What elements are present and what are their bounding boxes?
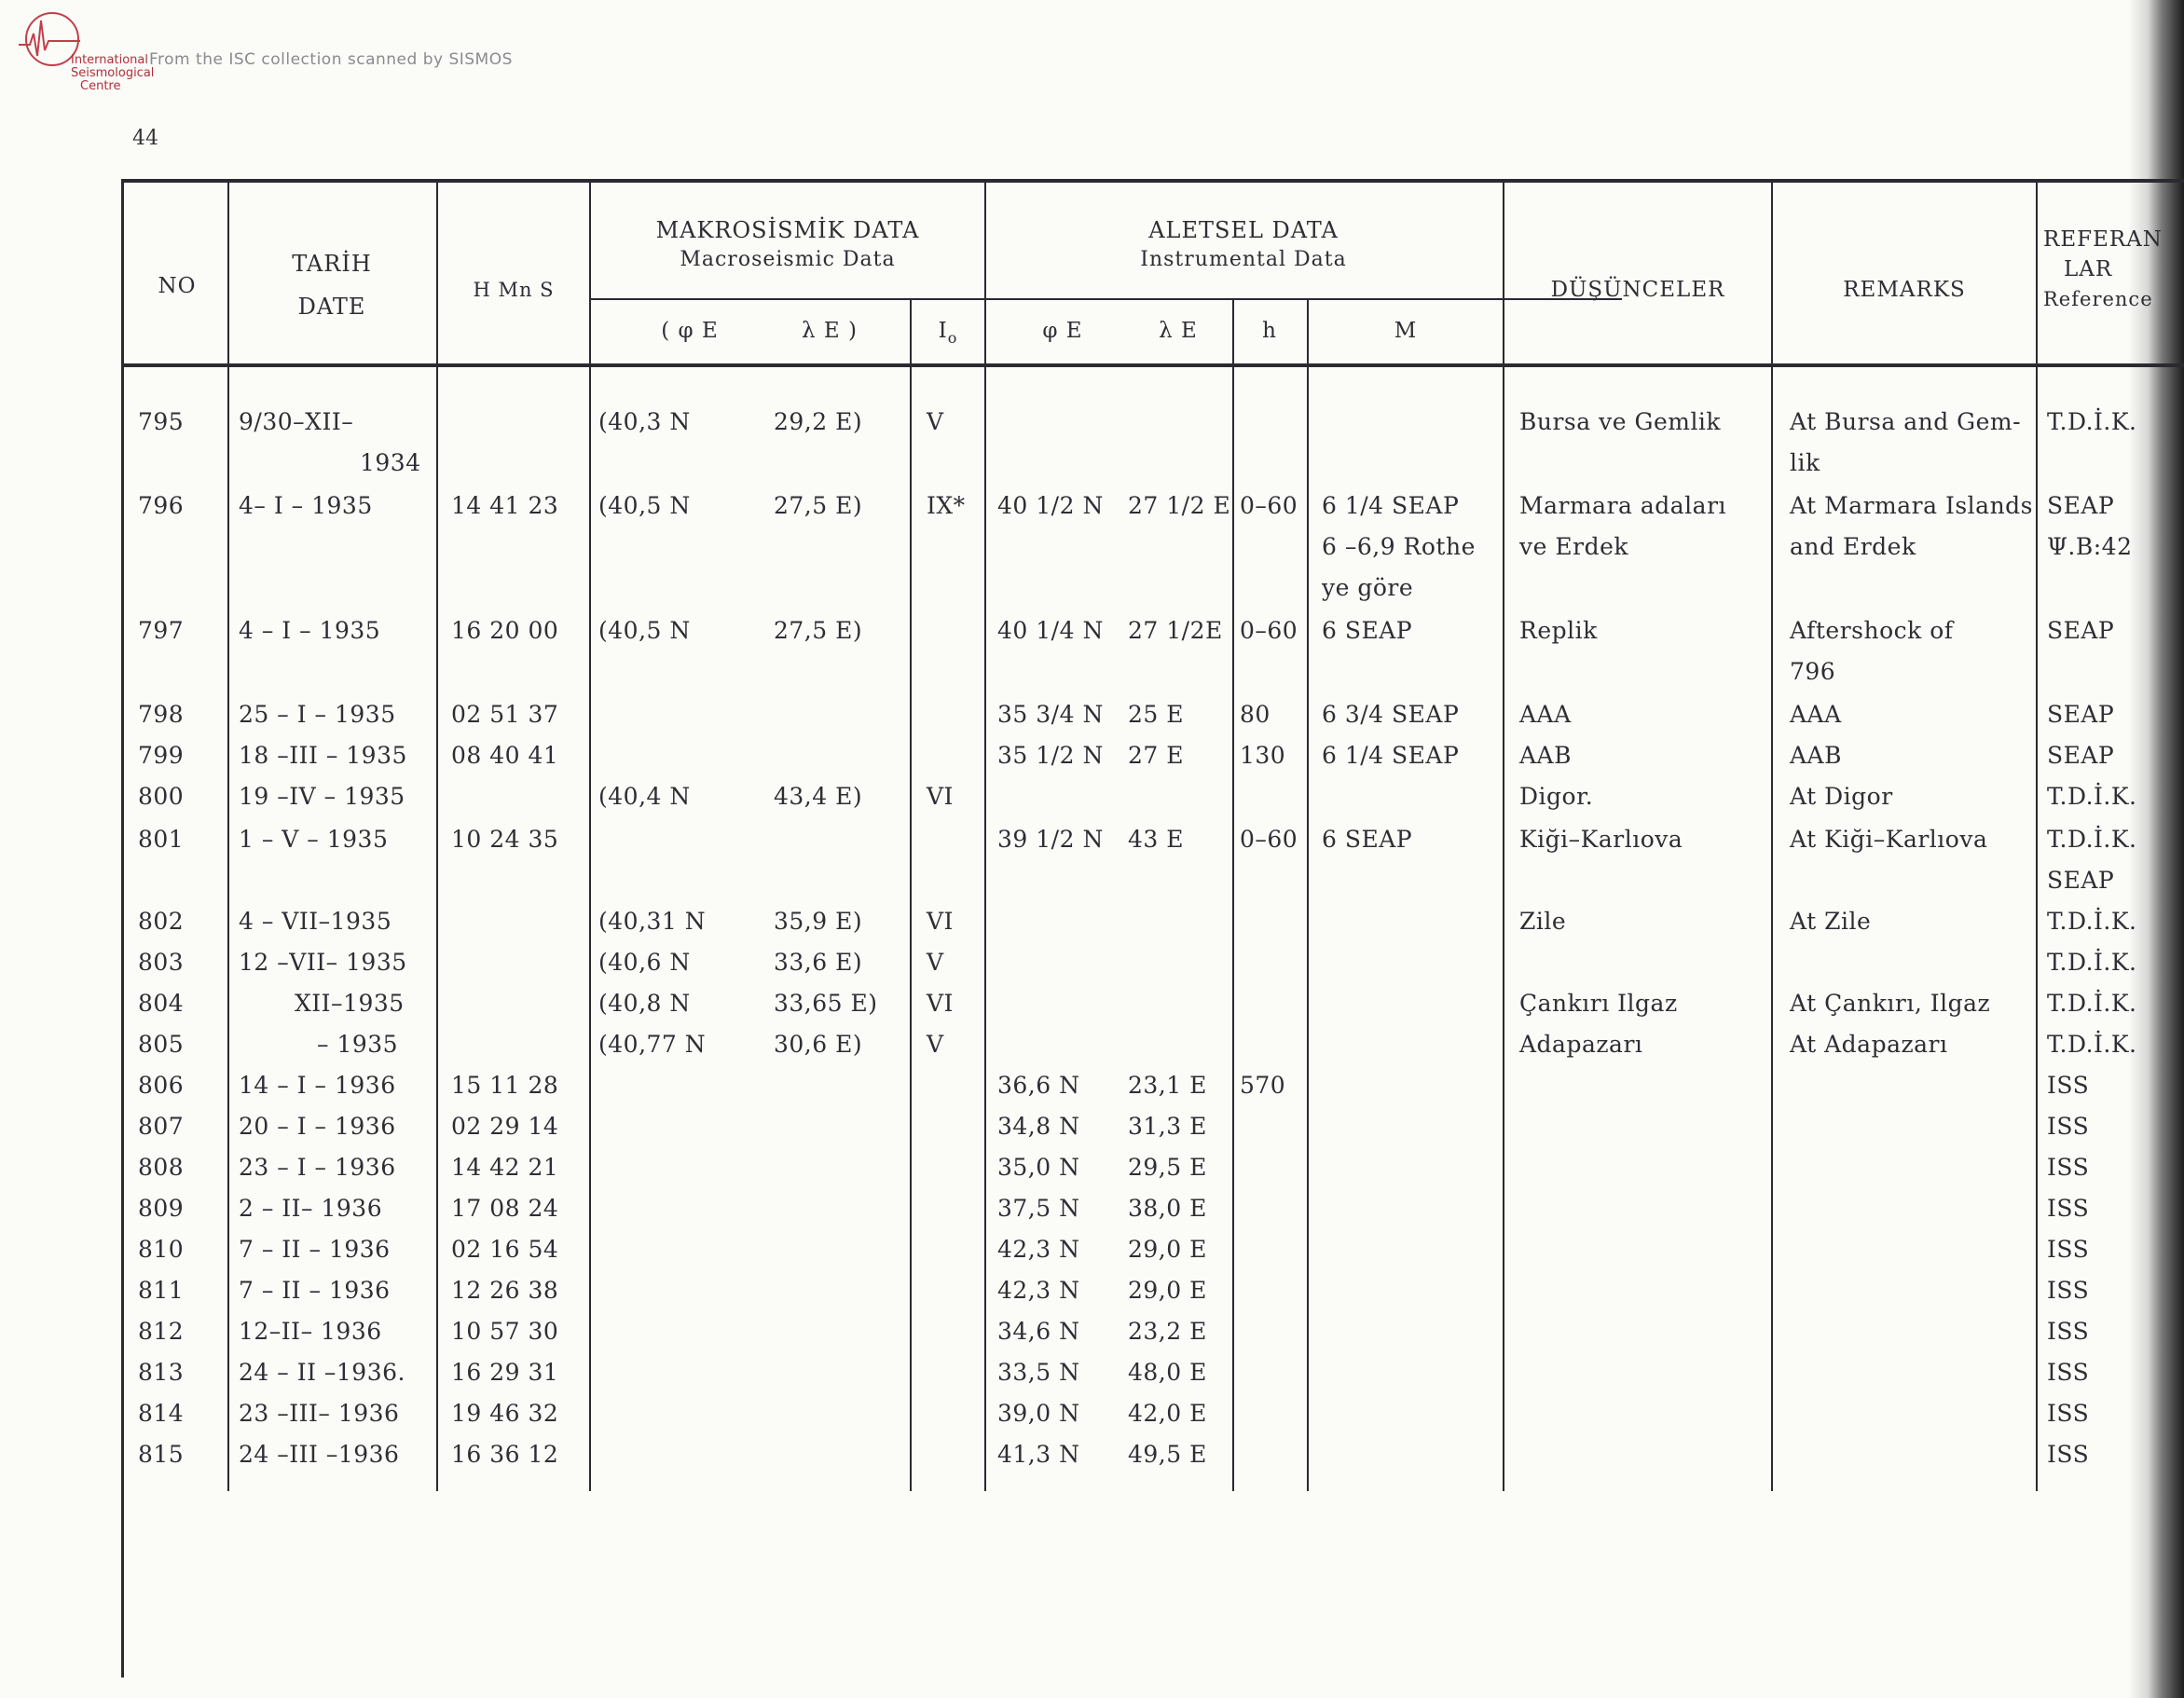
cell-date: 7 – II – 1936 [239, 1277, 391, 1304]
header-no: NO [158, 274, 197, 298]
cell-m2: 6 –6,9 Rothe [1322, 533, 1476, 560]
cell-mlat: (40,5 N [598, 617, 691, 644]
header-h: h [1262, 319, 1277, 343]
cell-date: 19 –IV – 1935 [239, 783, 405, 810]
header-ref-line2: LAR [2064, 257, 2113, 281]
table-top-rule [121, 179, 2184, 183]
cell-dus: Bursa ve Gemlik [1519, 408, 1722, 435]
cell-mlon: 43,4 E) [774, 783, 863, 810]
cell-dus: Adapazarı [1519, 1031, 1643, 1058]
cell-ref: ISS [2047, 1154, 2090, 1181]
cell-mlat: (40,77 N [598, 1031, 707, 1058]
cell-mlat: (40,4 N [598, 783, 691, 810]
page-number: 44 [132, 127, 158, 150]
cell-no: 795 [138, 408, 185, 435]
col-sep-no [227, 179, 229, 1491]
logo-text-line3: Centre [80, 79, 121, 93]
cell-time: 19 46 32 [451, 1400, 559, 1427]
earthquake-catalog-table [121, 177, 2184, 1519]
cell-time: 14 41 23 [451, 492, 559, 519]
cell-ref: ISS [2047, 1113, 2090, 1140]
cell-ilat: 36,6 N [997, 1072, 1080, 1099]
cell-rem: Aftershock of [1790, 617, 1954, 644]
cell-dus: Çankırı Ilgaz [1519, 990, 1678, 1017]
cell-io: V [927, 1031, 944, 1058]
col-sep-makro [984, 179, 986, 1491]
cell-no: 801 [138, 826, 185, 853]
cell-h: 80 [1240, 701, 1271, 728]
cell-no: 799 [138, 742, 185, 769]
cell-time: 16 20 00 [451, 617, 559, 644]
cell-no: 810 [138, 1236, 185, 1263]
cell-no: 815 [138, 1441, 185, 1468]
header-tarih: TARİH [292, 251, 372, 277]
cell-ilat: 42,3 N [997, 1277, 1080, 1304]
cell-ilat: 35 1/2 N [997, 742, 1104, 769]
cell-io: V [927, 408, 944, 435]
cell-ref: ISS [2047, 1072, 2090, 1099]
col-sep-h [1307, 300, 1309, 1491]
header-io-label: I [938, 319, 948, 343]
cell-time: 08 40 41 [451, 742, 559, 769]
cell-no: 812 [138, 1318, 185, 1345]
header-makro-title: MAKROSİSMİK DATA [655, 217, 920, 243]
cell-io: VI [927, 908, 954, 935]
col-sep-remarks [2036, 179, 2038, 1491]
cell-rem: At Marmara Islands [1790, 492, 2034, 519]
cell-time: 17 08 24 [451, 1195, 559, 1222]
header-remarks: REMARKS [1843, 278, 1966, 302]
cell-ilon: 29,5 E [1128, 1154, 1207, 1181]
header-dusunceler: DÜŞÜNCELER [1550, 278, 1725, 302]
cell-dus: Marmara adaları [1519, 492, 1727, 519]
cell-ref2: SEAP [2047, 867, 2115, 894]
cell-ilat: 41,3 N [997, 1441, 1080, 1468]
cell-date: 23 – I – 1936 [239, 1154, 396, 1181]
cell-h: 570 [1240, 1072, 1286, 1099]
cell-io: V [927, 949, 944, 976]
cell-no: 803 [138, 949, 185, 976]
cell-h: 130 [1240, 742, 1286, 769]
cell-date: 24 – II –1936. [239, 1359, 405, 1386]
col-sep-makro-lon [910, 300, 912, 1491]
cell-no: 806 [138, 1072, 185, 1099]
cell-ilat: 39 1/2 N [997, 826, 1104, 853]
header-inst-lon: λ E [1159, 319, 1198, 343]
cell-date: 2 – II– 1936 [239, 1195, 383, 1222]
left-border-body [121, 367, 124, 1677]
cell-date: 4 – I – 1935 [239, 617, 381, 644]
cell-time: 12 26 38 [451, 1277, 559, 1304]
cell-ilat: 40 1/2 N [997, 492, 1104, 519]
cell-dus: Kiği–Karlıova [1519, 826, 1683, 853]
cell-m: 6 1/4 SEAP [1322, 492, 1460, 519]
cell-rem2: and Erdek [1790, 533, 1916, 560]
cell-ref: SEAP [2047, 492, 2115, 519]
col-sep-time [589, 179, 591, 1491]
cell-m3: ye göre [1322, 574, 1414, 601]
header-io [915, 317, 981, 352]
cell-io: VI [927, 990, 954, 1017]
col-sep-inst-lon [1232, 300, 1234, 1491]
cell-no: 802 [138, 908, 185, 935]
header-hmns: H Mn S [473, 279, 555, 301]
cell-dus: AAA [1519, 701, 1572, 728]
isc-logo [17, 7, 155, 96]
cell-mlat: (40,3 N [598, 408, 691, 435]
cell-m: 6 SEAP [1322, 617, 1413, 644]
cell-ilon: 29,0 E [1128, 1236, 1207, 1263]
cell-date: 18 –III – 1935 [239, 742, 407, 769]
col-sep-date [436, 179, 438, 1491]
cell-ilon: 29,0 E [1128, 1277, 1207, 1304]
cell-no: 805 [138, 1031, 185, 1058]
cell-dus: Replik [1519, 617, 1598, 644]
cell-dus: Zile [1519, 908, 1567, 935]
cell-rem: At Kiği–Karlıova [1790, 826, 1988, 853]
col-sep-aletsel [1503, 179, 1504, 1491]
cell-rem2: lik [1790, 449, 1820, 476]
cell-date2: 1934 [360, 449, 421, 476]
cell-date: 7 – II – 1936 [239, 1236, 391, 1263]
cell-ilat: 37,5 N [997, 1195, 1080, 1222]
cell-ref: SEAP [2047, 617, 2115, 644]
logo-text-line1: International [71, 53, 148, 67]
cell-ref: T.D.İ.K. [2047, 408, 2137, 435]
cell-date: 4– I – 1935 [239, 492, 373, 519]
header-aletsel-title: ALETSEL DATA [1148, 217, 1339, 243]
cell-date: 25 – I – 1935 [239, 701, 396, 728]
cell-date: 12–II– 1936 [239, 1318, 382, 1345]
cell-date: 12 –VII– 1935 [239, 949, 407, 976]
cell-ilat: 34,6 N [997, 1318, 1080, 1345]
cell-ilon: 25 E [1128, 701, 1185, 728]
cell-ref2: Ψ.B:42 [2047, 533, 2133, 560]
cell-time: 10 24 35 [451, 826, 559, 853]
cell-time: 16 36 12 [451, 1441, 559, 1468]
header-m: M [1394, 319, 1418, 343]
cell-rem: AAB [1790, 742, 1842, 769]
cell-ref: T.D.İ.K. [2047, 990, 2137, 1017]
cell-time: 15 11 28 [451, 1072, 559, 1099]
cell-mlat: (40,5 N [598, 492, 691, 519]
header-bottom-rule [121, 363, 2184, 367]
cell-time: 02 16 54 [451, 1236, 559, 1263]
cell-ilon: 27 1/2E [1128, 617, 1223, 644]
cell-ilon: 23,2 E [1128, 1318, 1207, 1345]
cell-ilon: 27 E [1128, 742, 1185, 769]
cell-rem: At Digor [1790, 783, 1893, 810]
cell-ilon: 43 E [1128, 826, 1185, 853]
cell-ilon: 23,1 E [1128, 1072, 1207, 1099]
cell-time: 02 29 14 [451, 1113, 559, 1140]
cell-date: 1 – V – 1935 [239, 826, 389, 853]
cell-m: 6 3/4 SEAP [1322, 701, 1460, 728]
header-inst-lat: φ E [1042, 319, 1083, 343]
cell-h: 0–60 [1240, 492, 1298, 519]
cell-date: 14 – I – 1936 [239, 1072, 396, 1099]
cell-no: 798 [138, 701, 185, 728]
cell-ref: ISS [2047, 1236, 2090, 1263]
header-date: DATE [297, 294, 366, 320]
cell-ilat: 39,0 N [997, 1400, 1080, 1427]
cell-ref: ISS [2047, 1359, 2090, 1386]
cell-date: 4 – VII–1935 [239, 908, 392, 935]
cell-date: 24 –III –1936 [239, 1441, 400, 1468]
cell-dus2: ve Erdek [1519, 533, 1629, 560]
cell-ilon: 38,0 E [1128, 1195, 1207, 1222]
cell-mlon: 27,5 E) [774, 492, 863, 519]
cell-dus: Digor. [1519, 783, 1594, 810]
cell-mlon: 27,5 E) [774, 617, 863, 644]
logo-text-line2: Seismological [71, 66, 155, 80]
cell-h: 0–60 [1240, 826, 1298, 853]
cell-no: 814 [138, 1400, 185, 1427]
header-makro-sub: Macroseismic Data [680, 248, 896, 271]
cell-ilon: 49,5 E [1128, 1441, 1207, 1468]
cell-rem: At Adapazarı [1790, 1031, 1948, 1058]
cell-mlon: 29,2 E) [774, 408, 863, 435]
cell-mlat: (40,8 N [598, 990, 691, 1017]
cell-mlon: 30,6 E) [774, 1031, 863, 1058]
cell-ref: ISS [2047, 1277, 2090, 1304]
cell-no: 804 [138, 990, 185, 1017]
cell-ilon: 27 1/2 E [1128, 492, 1231, 519]
cell-mlon: 33,65 E) [774, 990, 878, 1017]
subheader-rule [589, 298, 1622, 300]
cell-time: 10 57 30 [451, 1318, 559, 1345]
cell-no: 797 [138, 617, 185, 644]
header-makro-lon: λ E ) [802, 319, 858, 343]
cell-no: 808 [138, 1154, 185, 1181]
cell-ref: SEAP [2047, 701, 2115, 728]
cell-time: 16 29 31 [451, 1359, 559, 1386]
cell-date: XII–1935 [295, 990, 405, 1017]
cell-ref: T.D.İ.K. [2047, 1031, 2137, 1058]
cell-mlon: 33,6 E) [774, 949, 863, 976]
cell-ilon: 42,0 E [1128, 1400, 1207, 1427]
cell-time: 14 42 21 [451, 1154, 559, 1181]
header-ref-line3: Reference [2043, 288, 2153, 310]
cell-rem: At Çankırı, Ilgaz [1790, 990, 1991, 1017]
cell-date: 9/30–XII– [239, 408, 354, 435]
cell-ilat: 33,5 N [997, 1359, 1080, 1386]
cell-ilat: 35,0 N [997, 1154, 1080, 1181]
cell-rem: AAA [1790, 701, 1842, 728]
cell-ref: T.D.İ.K. [2047, 908, 2137, 935]
cell-ref: ISS [2047, 1318, 2090, 1345]
cell-io: IX* [927, 492, 966, 519]
cell-ref: T.D.İ.K. [2047, 826, 2137, 853]
cell-ilon: 31,3 E [1128, 1113, 1207, 1140]
cell-ref: ISS [2047, 1400, 2090, 1427]
cell-m: 6 SEAP [1322, 826, 1413, 853]
left-border [121, 179, 124, 367]
header-aletsel-sub: Instrumental Data [1140, 248, 1347, 271]
cell-time: 02 51 37 [451, 701, 559, 728]
cell-mlat: (40,6 N [598, 949, 691, 976]
cell-ilat: 34,8 N [997, 1113, 1080, 1140]
cell-date: 20 – I – 1936 [239, 1113, 396, 1140]
cell-no: 809 [138, 1195, 185, 1222]
cell-date: – 1935 [317, 1031, 399, 1058]
cell-no: 811 [138, 1277, 185, 1304]
cell-rem2: 796 [1790, 658, 1836, 685]
header-ref-line1: REFERAN [2043, 227, 2163, 252]
header-makro-lat: ( φ E [661, 319, 719, 343]
cell-ref: T.D.İ.K. [2047, 783, 2137, 810]
cell-ref: T.D.İ.K. [2047, 949, 2137, 976]
cell-ilat: 40 1/4 N [997, 617, 1104, 644]
cell-no: 807 [138, 1113, 185, 1140]
col-sep-dusunceler [1771, 179, 1773, 1491]
cell-dus: AAB [1519, 742, 1572, 769]
cell-no: 800 [138, 783, 185, 810]
cell-mlon: 35,9 E) [774, 908, 863, 935]
cell-date: 23 –III– 1936 [239, 1400, 400, 1427]
cell-m: 6 1/4 SEAP [1322, 742, 1460, 769]
cell-io: VI [927, 783, 954, 810]
cell-no: 813 [138, 1359, 185, 1386]
cell-ilon: 48,0 E [1128, 1359, 1207, 1386]
cell-rem: At Bursa and Gem- [1790, 408, 2022, 435]
cell-ref: ISS [2047, 1441, 2090, 1468]
header-io-subscript: o [947, 329, 958, 347]
cell-ilat: 35 3/4 N [997, 701, 1104, 728]
provenance-note: From the ISC collection scanned by SISMOS [149, 50, 513, 69]
cell-ref: SEAP [2047, 742, 2115, 769]
cell-h: 0–60 [1240, 617, 1298, 644]
cell-no: 796 [138, 492, 185, 519]
cell-ref: ISS [2047, 1195, 2090, 1222]
cell-rem: At Zile [1790, 908, 1872, 935]
cell-mlat: (40,31 N [598, 908, 707, 935]
cell-ilat: 42,3 N [997, 1236, 1080, 1263]
